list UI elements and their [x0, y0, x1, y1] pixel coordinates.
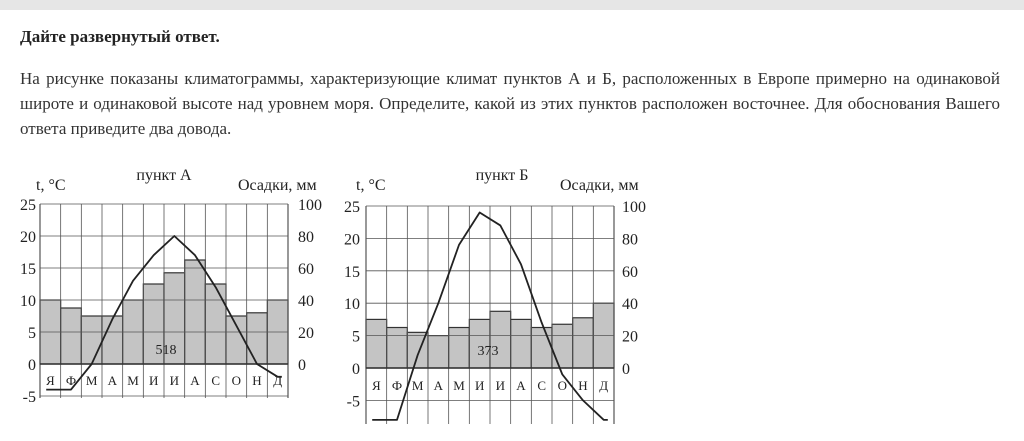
chart1-precip-bar [247, 313, 268, 364]
chart2-t-tick-label: 0 [352, 361, 360, 378]
chart2-precip-bar [531, 328, 552, 369]
chart1-precip-bar [102, 316, 123, 364]
chart1-month-label: М [85, 373, 98, 388]
chart2-month-label: И [495, 378, 506, 393]
chart2-t-tick-label: 5 [352, 328, 360, 346]
chart2-p-tick-label: 100 [622, 199, 646, 216]
chart2-annual-precip-label: 373 [477, 344, 499, 359]
chart2-precip-bar [511, 319, 532, 368]
chart2-month-label: О [557, 378, 568, 393]
chart1-p-tick-label: 40 [298, 293, 314, 310]
chart1-precip-bar [185, 260, 206, 364]
chart1-month-label: И [169, 373, 180, 388]
chart2-p-tick-label: 40 [622, 296, 638, 314]
chart2-month-label: М [453, 378, 465, 393]
chart1-t-tick-label: 5 [28, 325, 36, 342]
chart2-month-label: М [411, 378, 424, 393]
chart1-t-tick-label: 10 [20, 293, 36, 310]
chart2-t-tick-label: 20 [344, 231, 360, 249]
chart2-left-axis-title: t, °C [356, 177, 386, 194]
chart2-right-axis-title: Осадки, мм [560, 177, 639, 194]
chart2-p-tick-label: 60 [622, 263, 638, 281]
chart2-title: пункт Б [475, 167, 529, 184]
chart1-month-label: А [190, 373, 200, 388]
chart2-month-label: Я [371, 378, 381, 393]
chart1-month-label: И [148, 373, 159, 388]
task-heading: Дайте развернутый ответ. [20, 27, 220, 46]
chart1-month-label: Я [45, 373, 55, 388]
chart1-month-label: Ф [65, 373, 77, 388]
chart2-t-tick-label: 25 [344, 199, 360, 216]
chart2-month-label: А [433, 378, 444, 393]
chart1-p-tick-label: 100 [298, 197, 322, 214]
chart2-precip-bar [573, 318, 594, 368]
chart1-t-tick-label: 25 [20, 197, 36, 214]
chart2-precip-bar [490, 311, 511, 368]
chart1-precip-bar [61, 308, 82, 364]
chart1-p-tick-label: 80 [298, 229, 314, 246]
chart1-title: пункт А [136, 167, 192, 184]
chart2-t-tick-label: 10 [344, 296, 360, 314]
chart1-t-tick-label: -5 [22, 389, 36, 406]
chart1-month-label: Н [252, 373, 262, 388]
chart2-month-label: А [516, 378, 526, 393]
chart1-p-tick-label: 20 [298, 325, 314, 342]
chart2-precip-bar [366, 319, 387, 368]
chart2-month-label: Ф [391, 378, 403, 393]
chart1-month-label: С [211, 373, 221, 388]
chart2-p-tick-label: 0 [622, 361, 630, 378]
chart2-precip-bar [428, 336, 449, 368]
chart1-p-tick-label: 60 [298, 261, 314, 278]
chart1-month-label: О [231, 373, 242, 388]
chart1-month-label: М [127, 373, 139, 388]
chart2-p-tick-label: 80 [622, 231, 638, 249]
chart1-month-label: А [107, 373, 118, 388]
chart1-left-axis-title: t, °C [36, 177, 66, 194]
chart2-precip-bar [552, 324, 573, 368]
chart2-t-tick-label: 15 [344, 263, 360, 281]
chart1-precip-bar [81, 316, 102, 364]
chart1-precip-bar [205, 284, 226, 364]
chart1-month-label: Д [273, 373, 283, 388]
chart1-t-tick-label: 15 [20, 261, 36, 278]
chart1-t-tick-label: 20 [20, 229, 36, 246]
chart2-month-label: Д [599, 378, 609, 393]
chart2-p-tick-label: 20 [622, 328, 638, 346]
chart1-t-tick-label: 0 [28, 357, 36, 374]
task-question: На рисунке показаны климатограммы, характеризующие климат пунктов А и Б, расположенных в Европе примерно на одинаковой широте и одинаковой высоте над уровнем моря. Определите, какой из этих пунктов расположен восточнее. Для обоснования Вашего ответа приведите два довода. [20, 69, 1000, 138]
chart2-month-label: Н [578, 378, 588, 393]
chart2-month-label: С [537, 378, 547, 393]
chart2-precip-bar [449, 328, 470, 369]
chart2-precip-bar [387, 328, 408, 369]
chart1-p-tick-label: 0 [298, 357, 306, 374]
chart2-t-tick-label: -5 [346, 393, 360, 411]
chart1-right-axis-title: Осадки, мм [238, 177, 317, 194]
chart1-annual-precip-label: 518 [155, 343, 177, 358]
chart2-month-label: И [474, 378, 485, 393]
